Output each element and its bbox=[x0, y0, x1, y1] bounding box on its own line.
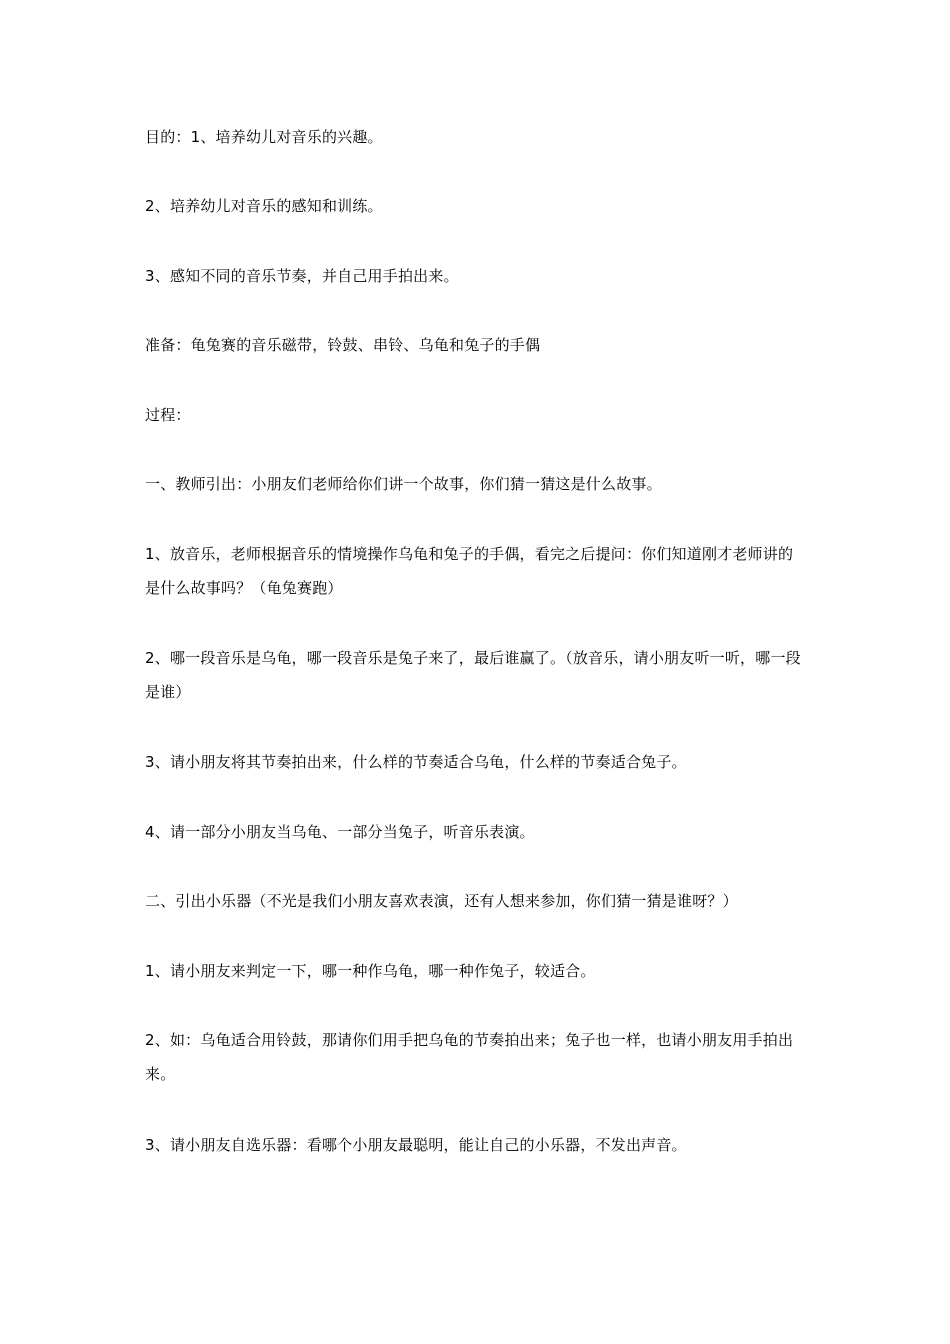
paragraph-process-heading: 过程： bbox=[145, 406, 191, 424]
paragraph-section-1: 一、教师引出：小朋友们老师给你们讲一个故事，你们猜一猜这是什么故事。 bbox=[145, 475, 662, 493]
paragraph-step-2-3: 3、请小朋友自选乐器：看哪个小朋友最聪明，能让自己的小乐器，不发出声音。 bbox=[145, 1136, 687, 1154]
paragraph-step-1-2: 2、哪一段音乐是乌龟，哪一段音乐是兔子来了，最后谁赢了。（放音乐，请小朋友听一听，哪一段是谁） bbox=[145, 649, 801, 701]
paragraph-step-2-1: 1、请小朋友来判定一下，哪一种作乌龟，哪一种作兔子，较适合。 bbox=[145, 962, 596, 980]
paragraph-section-2: 二、引出小乐器（不光是我们小朋友喜欢表演，还有人想来参加，你们猜一猜是谁呀？） bbox=[145, 892, 738, 910]
paragraph-step-1-4: 4、请一部分小朋友当乌龟、一部分当兔子，听音乐表演。 bbox=[145, 823, 535, 841]
paragraph-goal-1: 目的：1、培养幼儿对音乐的兴趣。 bbox=[145, 128, 383, 146]
paragraph-step-1-1: 1、放音乐，老师根据音乐的情境操作乌龟和兔子的手偶，看完之后提问：你们知道刚才老师讲的是什么故事吗？（龟兔赛跑） bbox=[145, 545, 794, 597]
paragraph-goal-3: 3、感知不同的音乐节奏，并自己用手拍出来。 bbox=[145, 267, 459, 285]
paragraph-preparation: 准备：龟兔赛的音乐磁带，铃鼓、串铃、乌龟和兔子的手偶 bbox=[145, 336, 541, 354]
paragraph-goal-2: 2、培养幼儿对音乐的感知和训练。 bbox=[145, 197, 383, 215]
paragraph-step-2-2: 2、如：乌龟适合用铃鼓，那请你们用手把乌龟的节奏拍出来；兔子也一样，也请小朋友用手拍出来。 bbox=[145, 1031, 794, 1083]
paragraph-step-1-3: 3、请小朋友将其节奏拍出来，什么样的节奏适合乌龟，什么样的节奏适合兔子。 bbox=[145, 753, 687, 771]
